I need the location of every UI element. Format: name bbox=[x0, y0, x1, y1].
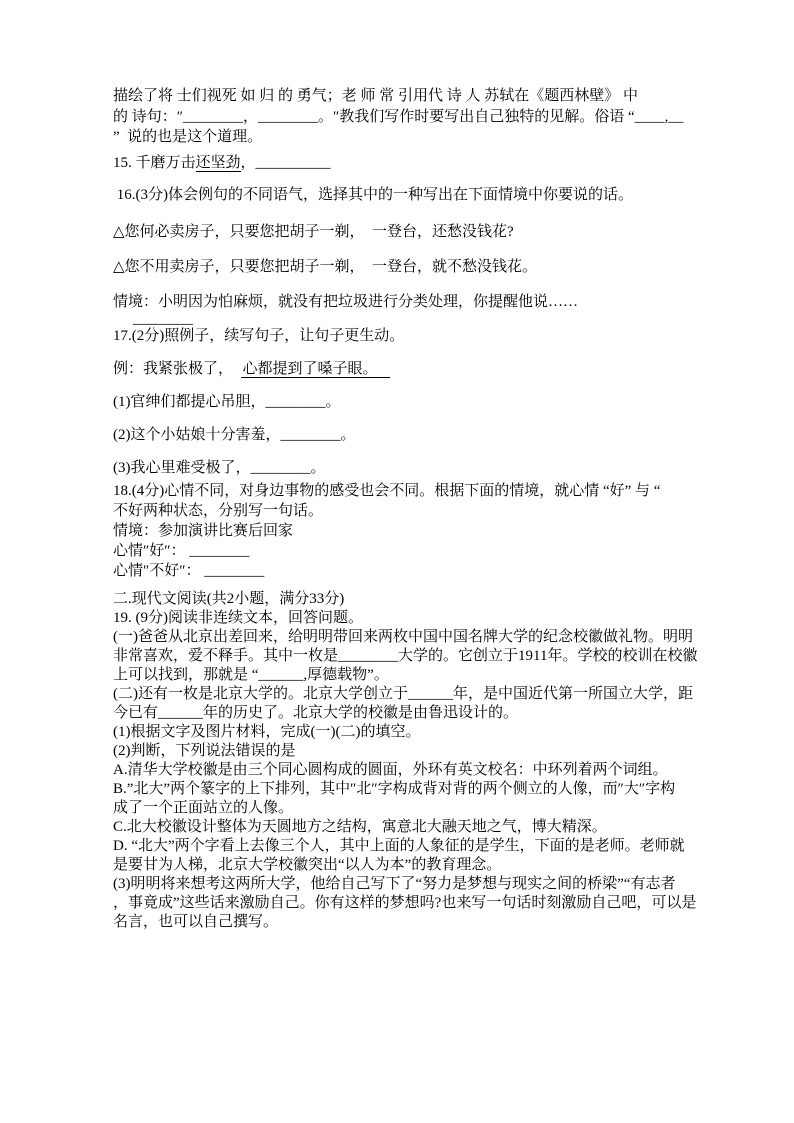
q19-subquestion-3-line-1: (3)明明将来想考这两所大学，他给自己写下了“努力是梦想与现实之间的桥梁”“有志者 bbox=[113, 875, 676, 892]
q19-passage-two-line-2: 今已有______年的历史了。北京大学的校徽是由鲁迅设计的。 bbox=[113, 704, 519, 721]
q19-choice-d-line-1: D. “北大”两个字看上去像三个人，其中上面的人象征的是学生，下面的是老师。老师就 bbox=[113, 837, 685, 854]
intro-paragraph bbox=[113, 86, 691, 148]
q17-example bbox=[113, 359, 691, 379]
exam-content bbox=[113, 86, 698, 932]
q18-scenario: 情境：参加演讲比赛后回家 bbox=[113, 522, 294, 539]
question-18 bbox=[113, 481, 691, 581]
q15-answer-blank: __________ bbox=[255, 154, 331, 171]
q17-item-2: (2)这个小姑娘十分害羞，________。 bbox=[113, 426, 356, 443]
q18-mood-good-blank: 心情″好″： ________ bbox=[113, 542, 250, 559]
q19-subquestion-1: (1)根据文字及图片材料，完成(一)(二)的填空。 bbox=[113, 723, 421, 740]
q17-item-3: (3)我心里难受极了，________。 bbox=[113, 459, 326, 476]
q15-underlined-phrase: 还坚劲 bbox=[195, 154, 241, 171]
q17-example-prefix: 例：我紧张极了， bbox=[113, 360, 241, 377]
q19-choice-a: A.清华大学校徽是由三个同心圆构成的圆面，外环有英文校名：中环列着两个词组。 bbox=[113, 761, 668, 778]
q15-comma: ， bbox=[240, 154, 256, 171]
q16-example-sentence-1: △您何必卖房子，只要您把胡子一剃， 一登台，还愁没钱花? bbox=[113, 223, 514, 240]
question-17 bbox=[113, 326, 691, 478]
intro-line-2: 的 诗句：″________，________。″教我们写作时要写出自己独特的见解。俗语 “____,__ bbox=[113, 108, 684, 125]
q18-mood-bad-blank: 心情″不好″： ________ bbox=[113, 562, 265, 579]
q18-title-line-2: 不好两种状态，分别写一句话。 bbox=[113, 502, 324, 519]
q19-passage-one-line-3: 上可以找到，那就是 “______,厚德载物”。 bbox=[113, 666, 389, 683]
q19-subquestion-3-line-2: ，事竟成”这些话来激励自己。你有这样的梦想吗?也来写一句话时刻激励自己吧，可以是 bbox=[113, 894, 697, 911]
q19-title: 19. (9分)阅读非连续文本，回答问题。 bbox=[113, 609, 363, 626]
q19-passage-one-line-2: 非常喜欢，爱不释手。其中一枚是________大学的。它创立于1911年。学校的校训在校徽 bbox=[113, 647, 698, 664]
q19-choice-d-line-2: 是要甘为人梯，北京大学校徽突出“以人为本”的教育理念。 bbox=[113, 856, 502, 873]
section-2-heading: 二.现代文阅读(共2小题，满分33分) bbox=[113, 590, 345, 607]
q16-example-sentence-2: △您不用卖房子，只要您把胡子一剃， 一登台，就不愁没钱花。 bbox=[113, 258, 538, 275]
question-16 bbox=[113, 185, 691, 326]
q19-choice-b-line-1: B.”北大”两个篆字的上下排列，其中″北″字构成背对背的两个侧立的人像，而″大″字构 bbox=[113, 780, 676, 797]
intro-line-3: ” 说的也是这个道理。 bbox=[113, 129, 263, 145]
q16-title: 16.(3分)体会例句的不同语气，选择其中的一种写出在下面情境中你要说的话。 bbox=[113, 186, 633, 203]
q17-title: 17.(2分)照例子，续写句子，让句子更生动。 bbox=[113, 327, 405, 344]
q17-example-answer-underlined: 心都提到了嗓子眼。 bbox=[241, 361, 390, 378]
q19-choice-b-line-2: 成了一个正面站立的人像。 bbox=[113, 799, 294, 816]
intro-line-1: 描绘了将 士们视死 如 归 的 勇气；老 师 常 引用代 诗 人 苏轼在《题西林壁》 中 bbox=[113, 88, 639, 104]
q19-choice-c: C.北大校徽设计整体为天圆地方之结构，寓意北大融天地之气，博大精深。 bbox=[113, 818, 607, 835]
q19-subquestion-3-line-3: 名言，也可以自己撰写。 bbox=[113, 913, 279, 930]
section-2-reading bbox=[113, 590, 698, 932]
question-15 bbox=[113, 153, 691, 173]
q15-text: 15. 千磨万击 bbox=[113, 154, 196, 171]
q19-subquestion-2: (2)判断，下列说法错误的是 bbox=[113, 742, 296, 759]
q18-title-line-1: 18.(4分)心情不同，对身边事物的感受也会不同。根据下面的情境，就心情 “好” 与 “ bbox=[113, 482, 661, 499]
q16-answer-blank: ________ bbox=[133, 310, 193, 327]
q19-passage-one-line-1: (一)爸爸从北京出差回来，给明明带回来两枚中国中国名牌大学的纪念校徽做礼物。明明 bbox=[113, 628, 693, 645]
q16-scenario: 情境：小明因为怕麻烦，就没有把垃圾进行分类处理，你提醒他说…… bbox=[113, 293, 579, 310]
q19-passage-two-line-1: (二)还有一枚是北京大学的。北京大学创立于______年，是中国近代第一所国立大学，距 bbox=[113, 685, 693, 702]
q17-item-1: (1)官绅们都提心吊胆，________。 bbox=[113, 393, 341, 410]
